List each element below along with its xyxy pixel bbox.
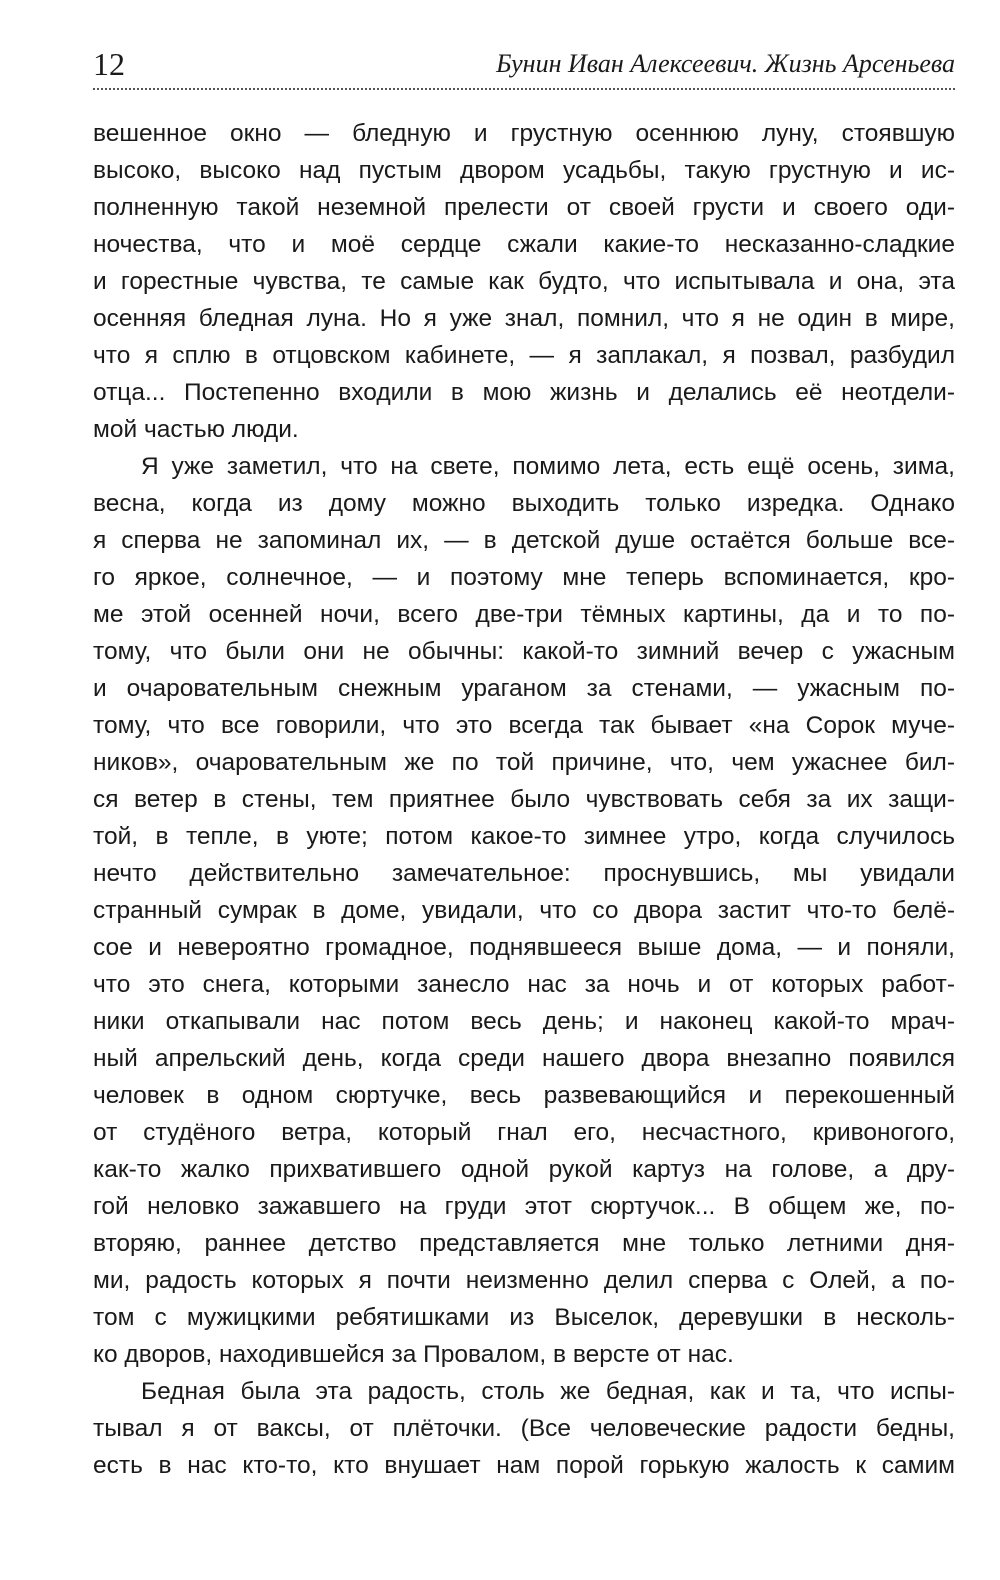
text-line: тывал я от ваксы, от плёточки. (Все человеческие радости бедны, — [93, 1415, 955, 1442]
text-line: ме этой осенней ночи, всего две-три тёмных картины, да и то по- — [93, 601, 955, 628]
text-line: я сперва не запоминал их, — в детской душе остаётся больше все- — [93, 527, 955, 554]
text-line: мой частью люди. — [93, 416, 299, 443]
text-line: что это снега, которыми занесло нас за ночь и от которых работ- — [93, 971, 955, 998]
text-line: ночества, что и моё сердце сжали какие-то несказанно-сладкие — [93, 231, 955, 258]
text-line: Я уже заметил, что на свете, помимо лета, есть ещё осень, зима, — [141, 453, 955, 480]
body-text — [93, 115, 955, 1484]
text-line: ся ветер в стены, тем приятнее было чувствовать себя за их защи- — [93, 786, 955, 813]
text-line: есть в нас кто-то, кто внушает нам порой горькую жалость к самим — [93, 1452, 955, 1479]
text-line: как-то жалко прихватившего одной рукой картуз на голове, а дру- — [93, 1156, 955, 1183]
text-line: странный сумрак в доме, увидали, что со двора застит что-то белё- — [93, 897, 955, 924]
text-line: отца... Постепенно входили в мою жизнь и делались её неотдели- — [93, 379, 955, 406]
text-line: и очаровательным снежным ураганом за стенами, — ужасным по- — [93, 675, 955, 702]
text-line: го яркое, солнечное, — и поэтому мне теперь вспоминается, кро- — [93, 564, 955, 591]
running-head — [93, 40, 955, 90]
text-line: нечто действительно замечательное: проснувшись, мы увидали — [93, 860, 955, 887]
text-line: той, в тепле, в уюте; потом какое-то зимнее утро, когда случилось — [93, 823, 955, 850]
text-line: человек в одном сюртучке, весь развевающийся и перекошенный — [93, 1082, 955, 1109]
text-line: тому, что все говорили, что это всегда так бывает «на Сорок муче- — [93, 712, 955, 739]
text-line: Бедная была эта радость, столь же бедная, как и та, что испы- — [141, 1378, 955, 1405]
text-line: тому, что были они не обычны: какой-то зимний вечер с ужасным — [93, 638, 955, 665]
paragraph-1 — [93, 115, 955, 448]
paragraph-3 — [93, 1373, 955, 1484]
text-line: полненную такой неземной прелести от своей грусти и своего оди- — [93, 194, 955, 221]
text-line: и горестные чувства, те самые как будто, что испытывала и она, эта — [93, 268, 955, 295]
header-dotted-rule — [93, 88, 955, 90]
text-line: ный апрельский день, когда среди нашего двора внезапно появился — [93, 1045, 955, 1072]
text-line: осенняя бледная луна. Но я уже знал, помнил, что я не один в мире, — [93, 305, 955, 332]
text-line: том с мужицкими ребятишками из Выселок, деревушки в несколь- — [93, 1304, 955, 1331]
paragraph-2 — [93, 448, 955, 1373]
text-line: от студёного ветра, который гнал его, несчастного, кривоногого, — [93, 1119, 955, 1146]
text-line: сое и невероятно громадное, поднявшееся выше дома, — и поняли, — [93, 934, 955, 961]
page-number: 12 — [93, 46, 125, 82]
text-line: гой неловко зажавшего на груди этот сюртучок... В общем же, по- — [93, 1193, 955, 1220]
text-line: ников», очаровательным же по той причине, что, чем ужаснее бил- — [93, 749, 955, 776]
text-line: что я сплю в отцовском кабинете, — я заплакал, я позвал, разбудил — [93, 342, 955, 369]
text-line: весна, когда из дому можно выходить только изредка. Однако — [93, 490, 955, 517]
text-line: ники откапывали нас потом весь день; и наконец какой-то мрач- — [93, 1008, 955, 1035]
running-title: Бунин Иван Алексеевич. Жизнь Арсеньева — [496, 49, 955, 78]
text-line: высоко, высоко над пустым двором усадьбы, такую грустную и ис- — [93, 157, 955, 184]
text-line: ми, радость которых я почти неизменно делил сперва с Олей, а по- — [93, 1267, 955, 1294]
text-line: ко дворов, находившейся за Провалом, в версте от нас. — [93, 1341, 734, 1368]
text-line: вторяю, раннее детство представляется мне только летними дня- — [93, 1230, 955, 1257]
text-line: вешенное окно — бледную и грустную осеннюю луну, стоявшую — [93, 120, 955, 147]
